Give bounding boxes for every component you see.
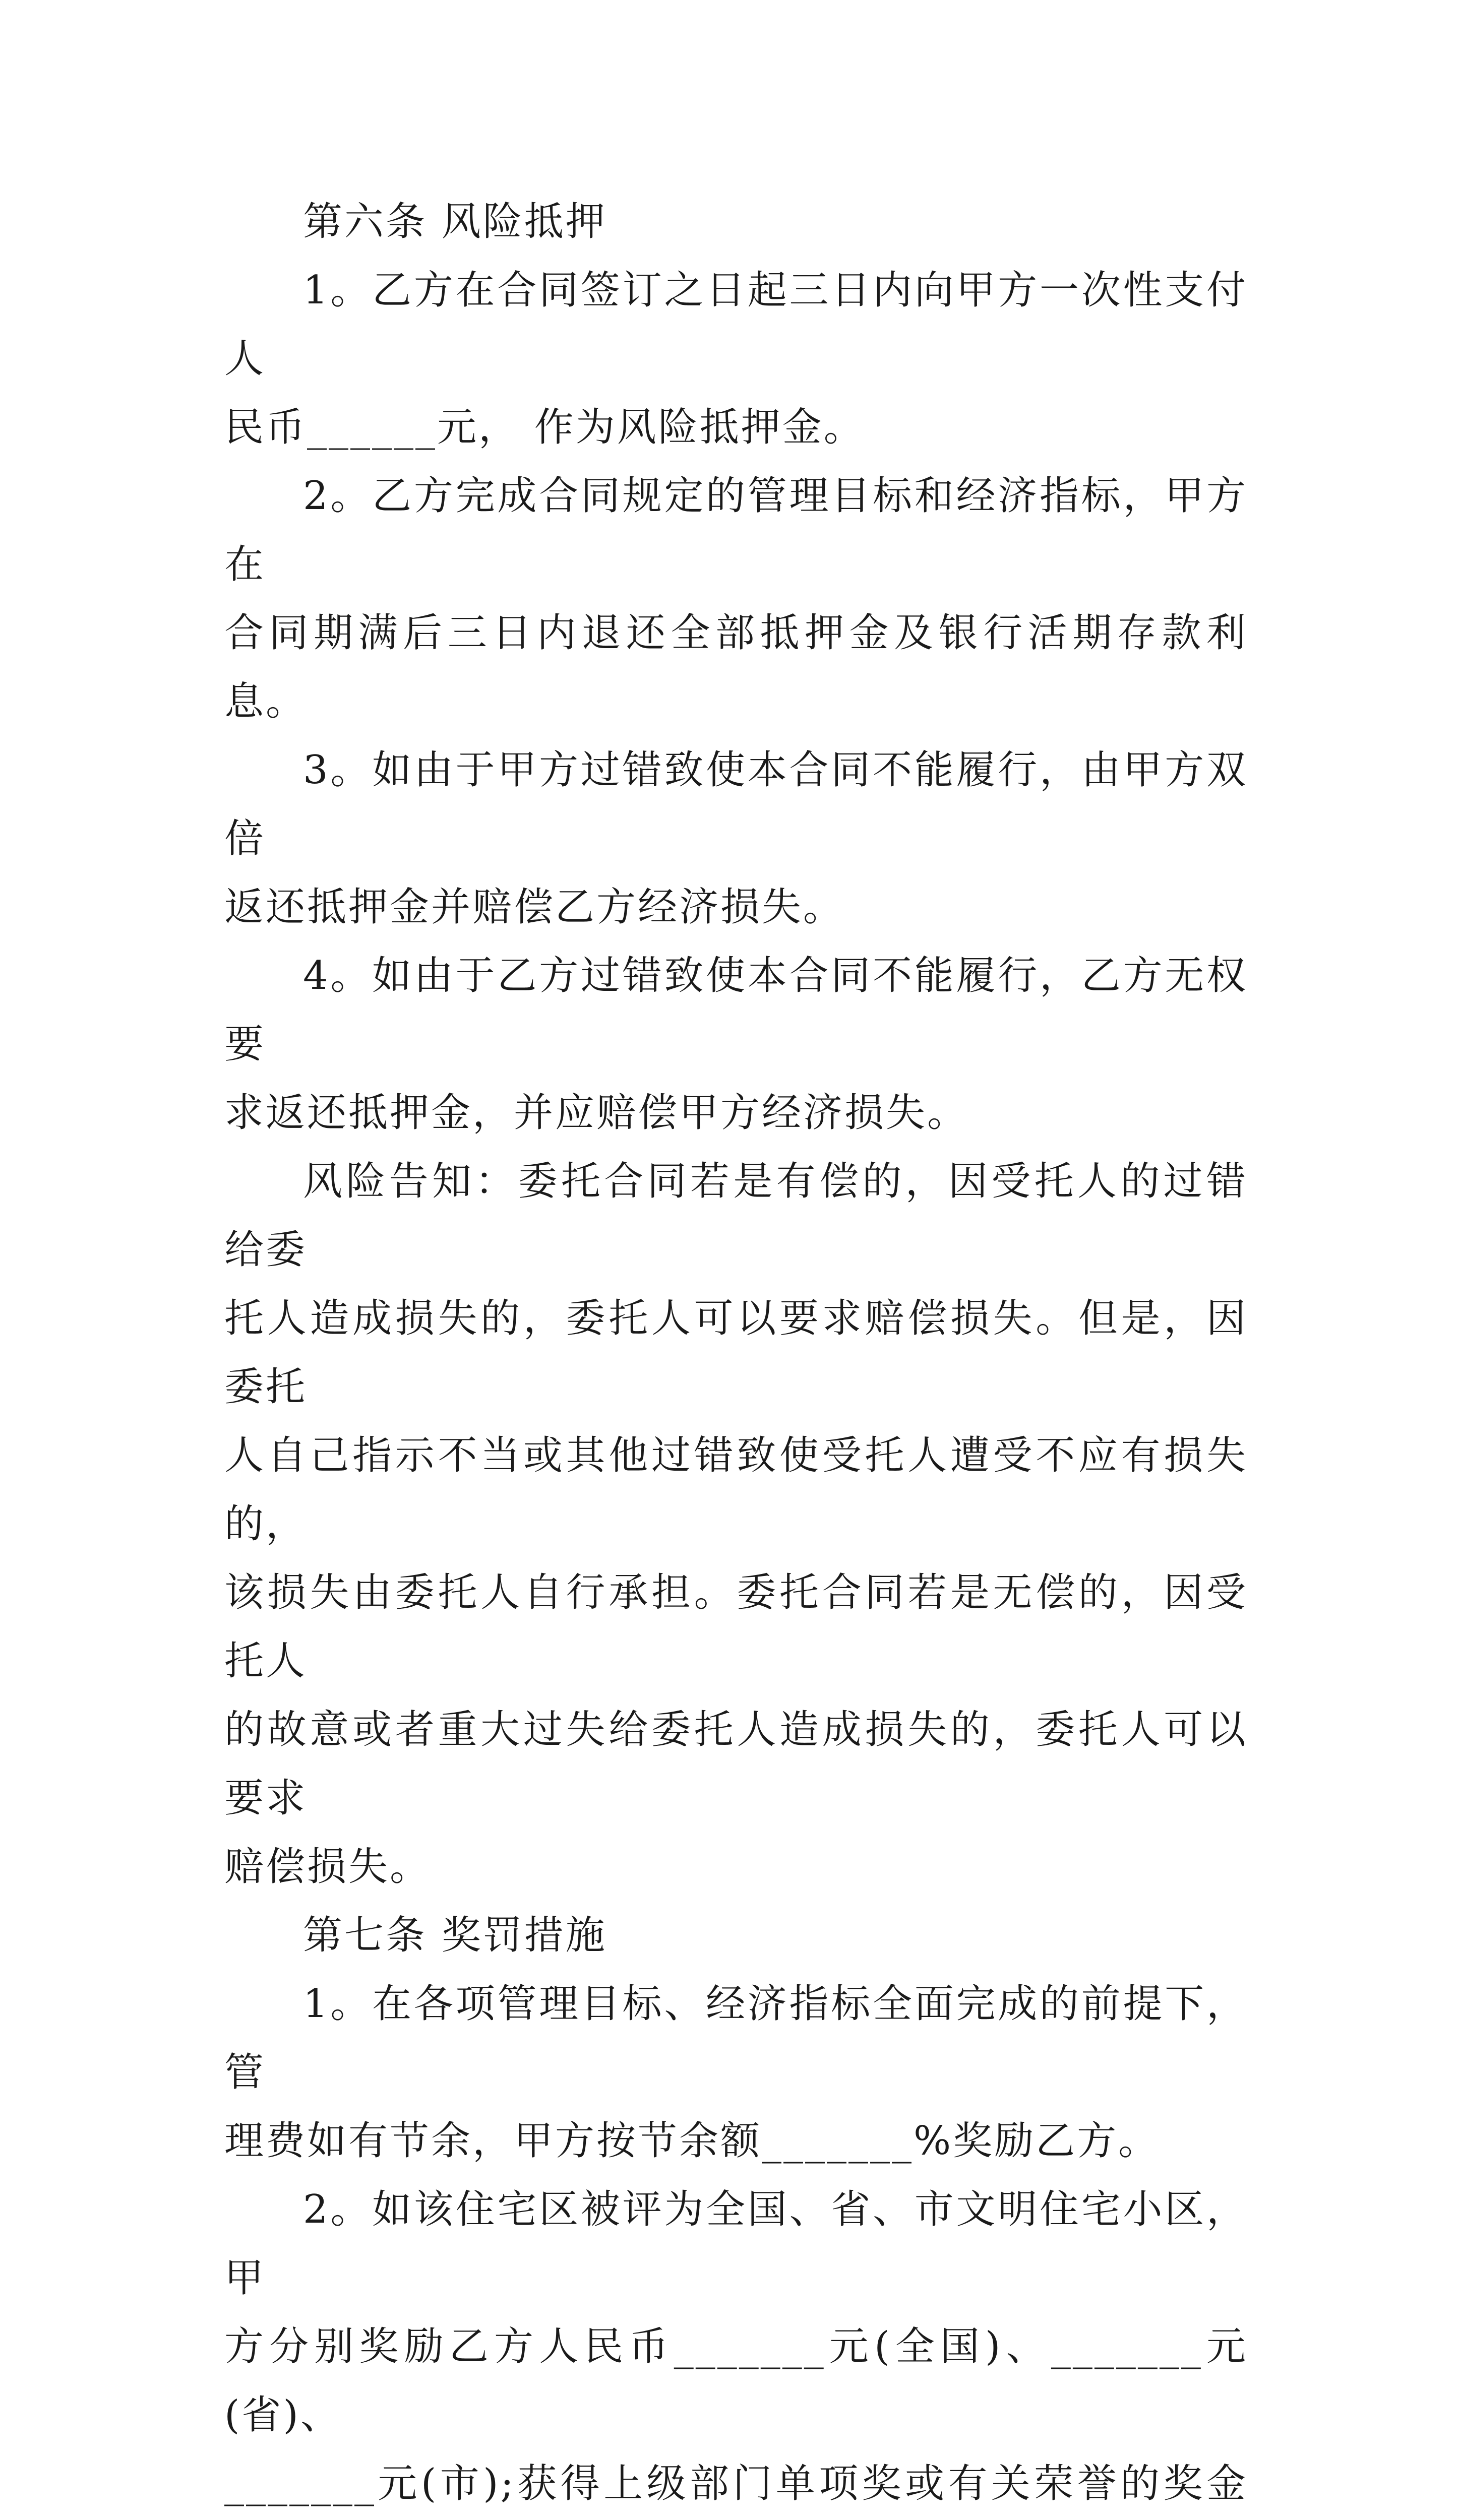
text-line: 方分别奖励乙方人民币_______元(全国)、_______元(省)、: [224, 2324, 1248, 2438]
text-line: 该损失由委托人自行承担。委托合同若是无偿的，因受托人: [224, 1570, 1248, 1684]
section-heading-7: 第七条 奖罚措施: [303, 1913, 607, 1958]
clause-7-2: [224, 2175, 1248, 2520]
text-line: 1。乙方在合同签订之日起三日内向甲方一次性支付人: [224, 268, 1248, 382]
text-line: 风险告知：委托合同若是有偿的，因受托人的过错给委: [224, 1159, 1248, 1273]
clause-6-1: [224, 256, 1248, 462]
text-line: 合同期满后三日内退还全部抵押金及银行活期存款利息。: [224, 610, 1248, 724]
text-line: 人自己指示不当或其他过错致使受托人遭受不应有损失的，: [224, 1433, 1248, 1547]
text-line: 2。乙方完成合同规定的管理目标和经济指标，甲方在: [224, 473, 1248, 587]
text-line: 求返还抵押金，并应赔偿甲方经济损失。: [224, 1090, 969, 1136]
text-line: 托人造成损失的，委托人可以要求赔偿损失。但是，因委托: [224, 1296, 1248, 1410]
clause-6-3: [224, 736, 1248, 941]
text-line: 2。如该住宅区被评为全国、省、市文明住宅小区，甲: [224, 2187, 1248, 2301]
text-line: 民币______元， 作为风险抵押金。: [224, 405, 865, 450]
clause-6-2: [224, 462, 1248, 736]
document-body: [224, 187, 1248, 2520]
clause-6-4: [224, 941, 1248, 1147]
text-line: 1。在各项管理目标、经济指标全面完成的前提下，管: [224, 1981, 1248, 2095]
section-heading-6: 第六条 风险抵押: [303, 199, 607, 244]
text-line: _______元(市);获得上级部门单项奖或有关荣誉的奖金: [224, 2461, 1248, 2506]
clause-7-1: [224, 1970, 1248, 2175]
risk-notice: [224, 1147, 1248, 1901]
text-line: 3。如由于甲方过错致使本合同不能履行，由甲方双倍: [224, 747, 1248, 861]
text-line: 返还抵押金并赔偿乙方经济损失。: [224, 885, 845, 930]
text-line: 理费如有节余，甲方按节余额_______%奖励乙方。: [224, 2118, 1160, 2164]
text-line: 赔偿损失。: [224, 1844, 432, 1889]
text-line: 的故意或者重大过失给委托人造成损失的，委托人可以要求: [224, 1707, 1248, 1821]
text-line: 4。如由于乙方过错致使本合同不能履行，乙方无权要: [224, 953, 1248, 1067]
